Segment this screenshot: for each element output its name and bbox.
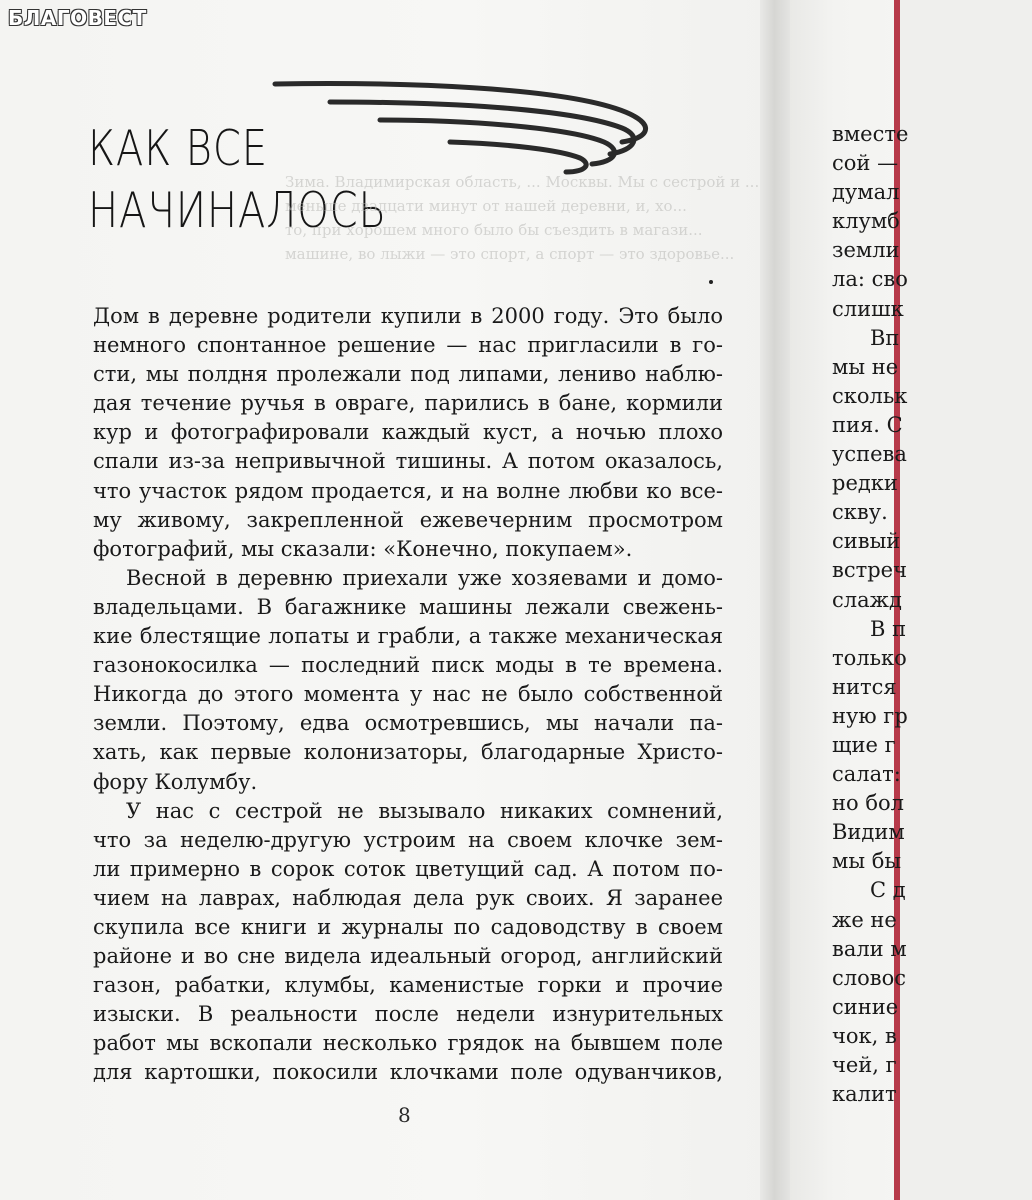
paragraph-1 (93, 302, 723, 564)
chapter-title-line: НАЧИНАЛОСЬ (88, 182, 387, 239)
bleed-line: машине, во лыжи — это спорт, а спорт — это здоровье... (285, 245, 735, 263)
text-line: Весной в деревню приехали уже хозяевами и домо- (126, 565, 723, 590)
text-line: немного спонтанное решение — нас пригласили в го- (93, 333, 723, 358)
text-line: изыски. В реальности после недели изнурительных (93, 1002, 723, 1027)
text-line: думал (832, 180, 900, 205)
text-line: Никогда до этого момента у нас не было собственной (93, 682, 723, 707)
book-gutter (760, 0, 792, 1200)
text-line: земли. Поэтому, едва осмотревшись, мы начали па- (93, 711, 723, 736)
text-line: скву. (832, 500, 888, 525)
text-line: ла: сво (832, 267, 908, 292)
text-line: земли (832, 238, 900, 263)
text-line: В п (870, 616, 907, 641)
text-line: нится (832, 674, 897, 699)
bleed-through-text (285, 170, 760, 266)
text-line: Дом в деревне родители купили в 2000 году. Это было (93, 304, 723, 328)
page-number: 8 (398, 1103, 411, 1127)
text-line: хать, как первые колонизаторы, благодарные Христо- (93, 740, 723, 765)
stray-mark (709, 280, 713, 284)
text-line: для картошки, покосили клочками поле одуванчиков, (93, 1060, 723, 1085)
text-line: фотографий, мы сказали: «Конечно, покупаем». (93, 536, 633, 561)
text-line: клумб (832, 209, 900, 234)
text-line: слишк (832, 296, 904, 321)
text-line: районе и во сне видела идеальный огород, английский (93, 944, 723, 969)
bleed-line: меньше двадцати минут от нашей деревни, и, хо... (285, 197, 687, 215)
text-line: словос (832, 965, 906, 990)
text-line: дая течение ручья в овраге, парились в бане, кормили (93, 391, 723, 416)
text-line: чок, в (832, 1023, 897, 1048)
text-line: калит (832, 1082, 897, 1107)
text-line: встреч (832, 558, 907, 583)
text-line: ную гр (832, 703, 908, 728)
text-line: синие (832, 994, 899, 1019)
text-line: редки (832, 471, 898, 496)
paragraph-3 (93, 797, 723, 1088)
text-line: вместе (832, 122, 909, 146)
text-line: но бол (832, 791, 904, 816)
text-line: кур и фотографировали каждый куст, а ночью плохо (93, 420, 723, 445)
text-line: что участок рядом продается, и на волне любви ко все- (93, 478, 723, 503)
text-line: же не (832, 907, 897, 932)
text-line: владельцами. В багажнике машины лежали свежень- (93, 594, 723, 619)
chapter-title-line: КАК ВСЕ (88, 120, 268, 177)
text-line: газонокосилка — последний писк моды в те времена. (93, 653, 723, 678)
text-line: сивый (832, 529, 901, 554)
body-text (93, 302, 723, 1088)
text-line: слажд (832, 587, 902, 612)
bleed-line: Зима. Владимирская область, ... Москвы. Мы с сестрой и ... (285, 173, 760, 191)
text-line: спали из-за непривычной тишины. А потом оказалось, (93, 449, 723, 474)
text-line: сти, мы полдня пролежали под липами, лениво наблю- (93, 362, 723, 387)
text-line: скольк (832, 383, 908, 408)
text-line: вали м (832, 936, 907, 961)
text-line: кие блестящие лопаты и грабли, а также механическая (93, 624, 723, 649)
text-line: фору Колумбу. (93, 769, 258, 794)
text-line: мы бы (832, 849, 902, 874)
text-line: скупила все книги и журналы по садоводству в своем (93, 914, 723, 939)
text-line: Вп (870, 325, 900, 350)
right-page-text (832, 120, 1032, 1109)
text-line: только (832, 645, 907, 670)
text-line: успева (832, 442, 907, 467)
text-line: что за неделю-другую устроим на своем клочке зем- (93, 827, 723, 852)
text-line: Видим (832, 820, 905, 845)
text-line: С д (870, 878, 906, 903)
text-line: работ мы вскопали несколько грядок на бывшем поле (93, 1031, 723, 1056)
text-line: пия. С (832, 412, 903, 437)
text-line: мы не (832, 354, 899, 379)
text-line: У нас с сестрой не вызывало никаких сомнений, (126, 798, 723, 823)
text-line: сой — (832, 151, 899, 176)
text-line: ли примерно в сорок соток цветущий сад. А потом по- (93, 856, 723, 881)
text-line: му живому, закрепленной ежевечерним просмотром (93, 507, 723, 532)
text-line: чием на лаврах, наблюдая дела рук своих. Я заранее (93, 885, 723, 910)
text-line: газон, рабатки, клумбы, каменистые горки и прочие (93, 973, 723, 998)
text-line: щие г (832, 732, 896, 757)
text-line: чей, г (832, 1053, 897, 1077)
watermark-logo: БЛАГОВЕСТ (8, 6, 147, 30)
text-line: салат: (832, 762, 901, 787)
bleed-line: то, при хорошем много было бы съездить в магази... (285, 221, 703, 239)
paragraph-2 (93, 564, 723, 797)
